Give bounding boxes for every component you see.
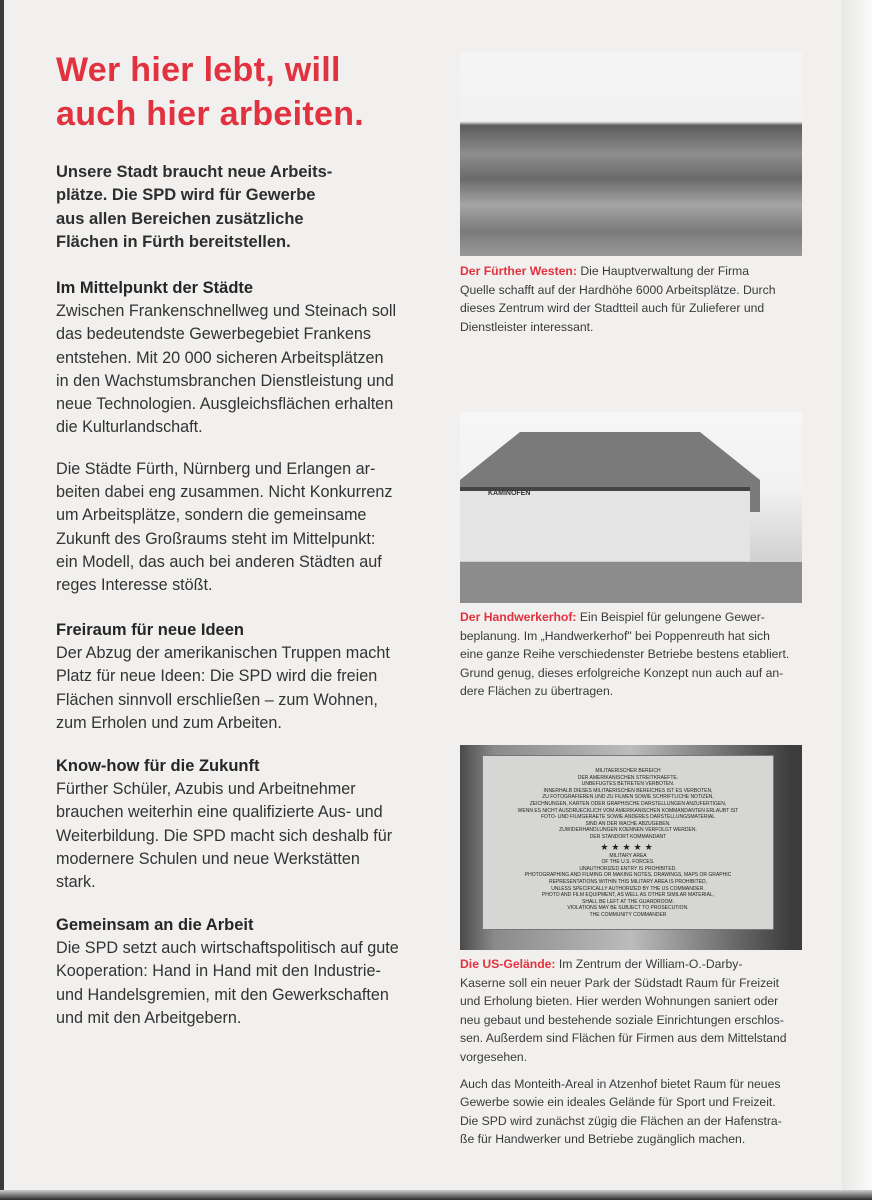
text-line: SIND AN DER WACHE ABZUGEBEN.: [585, 820, 671, 827]
text-line: stark.: [56, 873, 96, 892]
text-line: Grund genug, dieses erfolgreiche Konzept nun auch auf an-: [460, 665, 784, 680]
text-line: dieses Zentrum wird der Stadtteil auch für Zulieferer und: [460, 301, 765, 316]
text-line: Die SPD setzt auch wirtschaftspolitisch auf gute: [56, 939, 399, 958]
caption-body: [460, 627, 789, 701]
text-line: eine ganze Reihe verschiedenster Betriebe bestens etabliert.: [460, 647, 790, 662]
text-line: VIOLATIONS MAY BE SUBJECT TO PROSECUTION.: [567, 905, 689, 912]
section-heading: Know-how für die Zukunft: [56, 757, 260, 775]
text-line: in den Wachstumsbranchen Dienstleistung und: [56, 371, 394, 390]
closing-paragraph: [460, 1075, 787, 1149]
shop-sign: KAMINOFEN: [488, 490, 531, 497]
text-line: ZU FOTOGRAFIEREN UND ZU FILMEN SOWIE SCHRIFTLICHE NOTIZEN,: [542, 794, 714, 801]
text-line: ZEICHNUNGEN, KARTEN ODER GRAPHISCHE DARSTELLUNGEN ANZUFERTIGEN,: [529, 800, 727, 807]
photo-handwerkerhof: [460, 412, 802, 603]
text-line: ße für Handwerker und Betriebe zugänglich machen.: [460, 1132, 746, 1147]
text-line: Auch das Monteith-Areal in Atzenhof bietet Raum für neues: [460, 1076, 781, 1091]
scan-edge-left: [0, 0, 4, 1200]
text-line: UNAUTHORIZED ENTRY IS PROHIBITED.: [579, 865, 677, 872]
section-staedte: [56, 458, 393, 597]
sign-english-text: [483, 853, 773, 919]
text-line: neue Technologien. Ausgleichsflächen erhalten: [56, 395, 394, 414]
text-line: Platz für neue Ideen: Die SPD wird die freien: [56, 667, 378, 686]
text-line: Wer hier lebt, will: [56, 51, 341, 89]
text-line: um Arbeitsplätze, sondern die gemeinsame: [56, 506, 367, 525]
text-line: ein Modell, das auch bei anderen Städten auf: [56, 552, 382, 571]
section-heading: Gemeinsam an die Arbeit: [56, 916, 254, 934]
section-mittelpunkt: [56, 277, 396, 439]
text-line: WENN ES NICHT AUSDRUECKLICH VOM AMERIKANISCHEN KOMMANDANTEN ERLAUBT IST: [517, 807, 739, 814]
stars-icon: ★★★★★: [600, 841, 656, 852]
section-body: [56, 778, 392, 894]
section-heading: Freiraum für neue Ideen: [56, 621, 244, 639]
page-title: [56, 48, 364, 136]
text-line: plätze. Die SPD wird für Gewerbe: [56, 186, 316, 205]
scan-edge-bottom: [0, 1190, 872, 1200]
caption-lead: Die US-Gelände:: [460, 957, 556, 971]
text-line: UNLESS SPECIFICALLY AUTHORIZED BY THE US COMMANDER.: [551, 885, 705, 892]
text-line: dere Flächen zu übertragen.: [460, 684, 614, 699]
text-line: Die Städte Fürth, Nürnberg und Erlangen ar-: [56, 460, 376, 478]
text-line: modernere Schulen und neue Werkstätten: [56, 849, 360, 868]
text-line: Quelle schafft auf der Hardhöhe 6000 Arbeitsplätze. Durch: [460, 282, 776, 297]
caption-lead: Der Fürther Westen:: [460, 264, 577, 278]
text-line: Flächen in Fürth bereitstellen.: [56, 232, 291, 251]
text-line: PHOTO AND FILM EQUIPMENT, AS WELL AS OTHER SIMILAR MATERIAL,: [541, 892, 715, 899]
text-line: Dienstleister interessant.: [460, 319, 594, 334]
text-line: das bedeutendste Gewerbegebiet Frankens: [56, 325, 371, 344]
text-line: beplanung. Im „Handwerkerhof" bei Poppenreuth hat sich: [460, 628, 770, 643]
text-line: ZUWIDERHANDLUNGEN KOENNEN VERFOLGT WERDEN.: [559, 827, 697, 834]
text-line: SHALL BE LEFT AT THE GUARDROOM.: [582, 898, 674, 905]
text-line: Die SPD wird zunächst zügig die Flächen an der Hafenstra-: [460, 1113, 782, 1128]
text-line: auch hier arbeiten.: [56, 95, 365, 133]
text-line: OF THE U.S. FORCES.: [601, 859, 655, 866]
text-line: DER AMERIKANISCHEN STREITKRAEFTE.: [577, 774, 679, 781]
caption-first-line: Im Zentrum der William-O.-Darby-: [555, 957, 743, 971]
caption-us-gelaende: [460, 955, 787, 1149]
text-line: sen. Außerdem sind Flächen für Firmen aus dem Mittelstand: [460, 1031, 787, 1046]
text-line: die Kulturlandschaft.: [56, 418, 203, 437]
intro-paragraph: [56, 161, 332, 254]
text-line: INNERHALB DIESES MILITAERISCHEN BEREICHES IST ES VERBOTEN,: [543, 787, 713, 794]
text-line: MILITAERISCHER BEREICH: [595, 768, 661, 774]
photo-us-gelaende: [460, 745, 802, 950]
section-body: [56, 458, 393, 597]
section-body: [56, 642, 390, 735]
text-line: beiten dabei eng zusammen. Nicht Konkurrenz: [56, 483, 393, 502]
caption-lead: Der Handwerkerhof:: [460, 610, 577, 624]
section-gemeinsam: [56, 914, 399, 1030]
section-body: [56, 300, 396, 439]
text-line: Unsere Stadt braucht neue Arbeits-: [56, 163, 333, 181]
military-area-sign: [482, 755, 774, 930]
section-body: [56, 937, 399, 1030]
section-freiraum: [56, 619, 390, 735]
caption-first-line: Ein Beispiel für gelungene Gewer-: [576, 610, 765, 624]
text-line: aus allen Bereichen zusätzliche: [56, 209, 304, 228]
photo-fuerther-westen: [460, 52, 802, 256]
text-line: REPRESENTATIONS WITHIN THIS MILITARY AREA IS PROHIBITED,: [548, 878, 708, 885]
sign-german-text: [483, 768, 773, 841]
scan-edge-right: [842, 0, 872, 1200]
text-line: reges Interesse stößt.: [56, 576, 213, 595]
text-line: Zwischen Frankenschnellweg und Steinach soll: [56, 302, 397, 321]
text-line: und mit den Arbeitgebern.: [56, 1008, 242, 1027]
text-line: PHOTOGRAPHING AND FILMING OR MAKING NOTES, DRAWINGS, MAPS OR GRAPHIC: [524, 872, 732, 879]
caption-first-line: Die Hauptverwaltung der Firma: [576, 264, 749, 278]
text-line: Fürther Schüler, Azubis und Arbeitnehmer: [56, 780, 356, 799]
caption-body: [460, 281, 776, 337]
section-heading: Im Mittelpunkt der Städte: [56, 279, 254, 297]
text-line: entstehen. Mit 20 000 sicheren Arbeitsplätzen: [56, 348, 384, 367]
text-line: Flächen sinnvoll erschließen – zum Wohnen,: [56, 690, 378, 709]
text-line: UNBEFUGTES BETRETEN VERBOTEN.: [581, 781, 675, 788]
caption-handwerkerhof: [460, 608, 789, 701]
text-line: zum Erholen und zum Arbeiten.: [56, 713, 282, 732]
caption-fuerther-westen: [460, 262, 776, 336]
text-line: MILITARY AREA: [609, 852, 647, 859]
text-line: Kaserne soll ein neuer Park der Südstadt Raum für Freizeit: [460, 975, 780, 990]
text-line: Gewerbe sowie ein ideales Gelände für Sport und Freizeit.: [460, 1095, 776, 1110]
text-line: und Erholung bieten. Hier werden Wohnungen saniert oder: [460, 994, 779, 1009]
text-line: vorgesehen.: [460, 1049, 528, 1064]
text-line: neu gebaut und bestehende soziale Einrichtungen erschlos-: [460, 1012, 784, 1027]
caption-body: [460, 974, 787, 1067]
text-line: Kooperation: Hand in Hand mit den Industrie-: [56, 962, 381, 981]
text-line: und Handelsgremien, mit den Gewerkschaften: [56, 985, 389, 1004]
text-line: THE COMMUNITY COMMANDER: [589, 911, 667, 918]
text-line: Der Abzug der amerikanischen Truppen macht: [56, 644, 390, 663]
text-line: FOTO- UND FILMGERAETE SOWIE ANDERES DARSTELLUNGSMATERIAL: [540, 814, 715, 821]
section-know-how: [56, 755, 392, 894]
text-line: Zukunft des Großraums steht im Mittelpunkt:: [56, 529, 376, 548]
text-line: Weiterbildung. Die SPD macht sich deshalb für: [56, 826, 393, 845]
text-line: DER STANDORT KOMMANDANT: [589, 833, 667, 840]
text-line: brauchen weiterhin eine qualifizierte Aus- und: [56, 803, 383, 822]
